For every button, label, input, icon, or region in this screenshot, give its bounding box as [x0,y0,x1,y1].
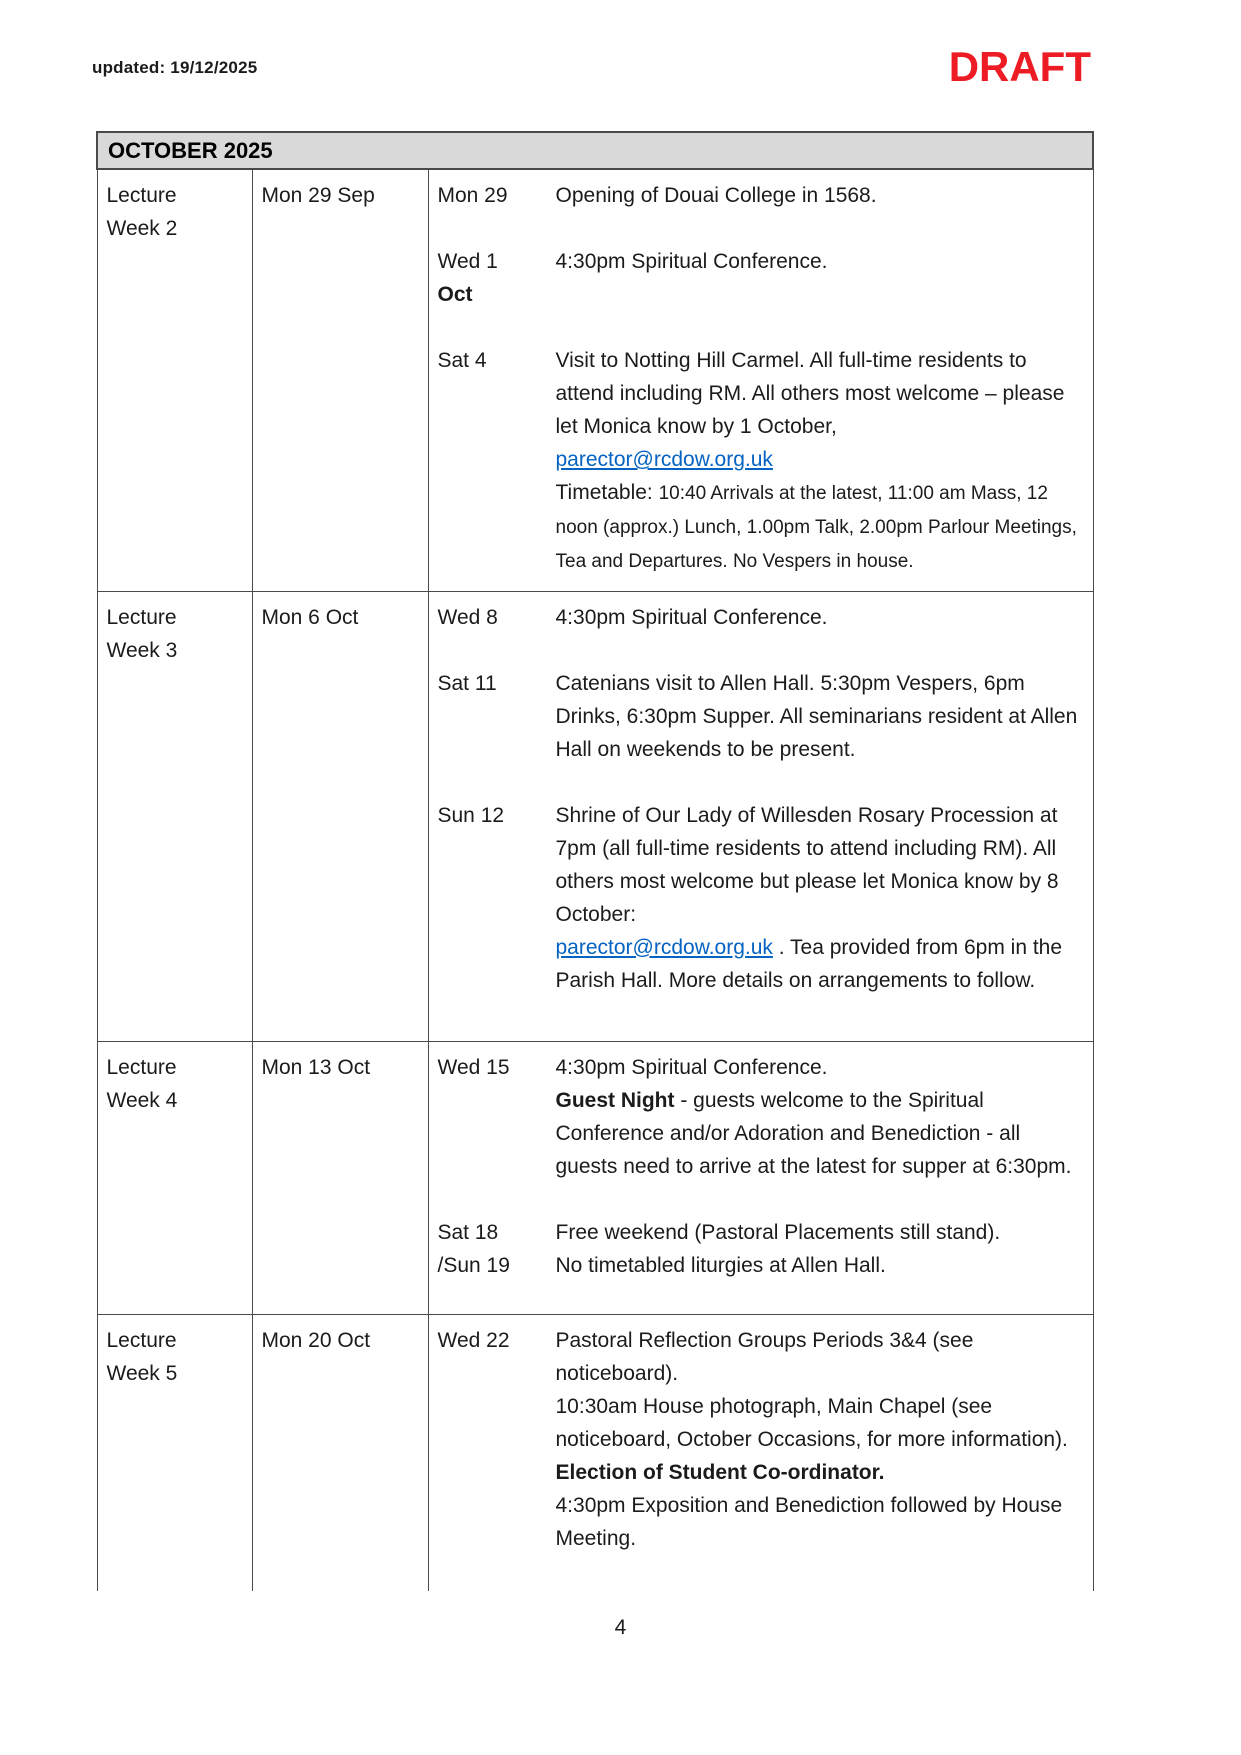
text-run: Free weekend (Pastoral Placements still stand). [555,1220,1001,1244]
event-description [556,1051,1085,1183]
text-run: 4:30pm Spiritual Conference. [555,605,828,629]
text-run: 4:30pm Spiritual Conference. [555,250,828,273]
month-header: OCTOBER 2025 [97,132,1093,169]
email-link[interactable]: parector@rcdow.org.uk [555,935,773,959]
event-description [556,179,1085,212]
small-text-run: 10:40 Arrivals at the latest, 11:00 am Mass, 12 noon (approx.) Lunch, 1.00pm Talk, 2.00pm Parlour Meetings, Tea and Departures. No Vespers in house. [555,483,1077,572]
event-description [556,344,1085,578]
draft-watermark: DRAFT [948,43,1091,90]
schedule-row [97,1041,1093,1314]
text-run: No timetabled liturgies at Allen Hall. [555,1253,886,1277]
lecture-week-cell [97,1041,252,1314]
event-description [556,601,1085,634]
text-run: 4:30pm Spiritual Conference. [555,1055,828,1079]
event-description [556,1324,1085,1555]
text-run: Visit to Notting Hill Carmel. All full-time residents to attend including RM. All others most welcome – please let Monica know by 1 October, [555,349,1065,438]
event-day-label [438,179,556,212]
email-link[interactable]: parector@rcdow.org.uk [555,448,773,471]
event-paragraph [556,245,1083,278]
text-run: Shrine of Our Lady of Willesden Rosary Procession at 7pm (all full-time residents to attend including RM). All others most welcome but please let Monica know by 8 October: [555,803,1059,926]
event-day-line: Mon 29 [437,184,508,207]
event-paragraph [556,1084,1083,1183]
lecture-week-line: Lecture [106,1328,177,1352]
event-description [556,799,1085,997]
text-run: 10:30am House photograph, Main Chapel (see noticeboard, October Occasions, for more information). [555,1394,1068,1451]
event-paragraph [556,1324,1083,1390]
event-entry [438,1216,1085,1282]
event-paragraph [556,1051,1083,1084]
text-run: Timetable: [555,481,659,504]
month-header-row [97,132,1093,169]
event-day-label [438,1324,556,1555]
updated-date-label: updated: 19/12/2025 [92,58,258,77]
schedule-row [97,1314,1093,1591]
event-day-label [438,1216,556,1282]
event-paragraph [556,799,1083,997]
lecture-week-cell [97,169,252,591]
text-run: 4:30pm Exposition and Benediction followed by House Meeting. [555,1493,1063,1550]
lecture-week-cell [97,1314,252,1591]
event-day-label [438,601,556,634]
week-start-date-cell: Mon 29 Sep [252,169,428,591]
event-day-label [438,667,556,766]
lecture-week-line: Lecture [106,1055,177,1079]
bold-text-run: Guest Night [555,1088,675,1112]
event-day-line: Sun 12 [437,803,505,827]
lecture-week-line: Week 5 [106,1361,178,1385]
week-start-date-cell: Mon 20 Oct [252,1314,428,1591]
event-day-line: Sat 11 [437,671,497,695]
event-paragraph [556,1390,1083,1456]
page-number: 4 [614,1616,627,1639]
event-paragraph [556,601,1083,634]
events-cell [428,1041,1093,1314]
text-run: - guests welcome to the Spiritual Conference and/or Adoration and Benediction - all guests need to arrive at the latest for supper at 6:30pm. [555,1088,1072,1178]
event-description [556,1216,1085,1282]
event-entry [438,1051,1085,1183]
event-description [556,245,1085,311]
event-entry [438,245,1085,311]
event-description [556,667,1085,766]
event-entry [438,799,1085,997]
event-paragraph [556,476,1083,578]
event-day-line: Oct [437,283,473,306]
text-run: Opening of Douai College in 1568. [555,184,877,207]
event-entry [438,344,1085,578]
event-paragraph [556,344,1083,476]
text-run: . Tea provided from 6pm in the Parish Hall. More details on arrangements to follow. [555,935,1063,992]
schedule-row [97,169,1093,591]
event-day-label [438,1051,556,1183]
schedule-row [97,591,1093,1041]
event-day-line: Wed 22 [437,1328,510,1352]
week-start-date-cell: Mon 6 Oct [252,591,428,1041]
schedule-table [96,131,1094,1591]
event-day-line: Wed 1 [437,250,498,273]
week-start-date-cell: Mon 13 Oct [252,1041,428,1314]
event-day-line: Sat 4 [437,349,487,372]
bold-text-run: Election of Student Co-ordinator. [555,1460,885,1484]
event-day-label [438,799,556,997]
event-entry [438,1324,1085,1555]
events-cell [428,1314,1093,1591]
event-paragraph [556,179,1083,212]
event-day-line: Sat 18 [437,1220,499,1244]
event-paragraph [556,1249,1083,1282]
event-paragraph [556,667,1083,766]
events-cell [428,169,1093,591]
lecture-week-line: Week 4 [106,1088,178,1112]
lecture-week-line: Lecture [106,184,177,207]
event-day-label [438,245,556,311]
event-day-line: Wed 8 [437,605,498,629]
event-day-line: Wed 15 [437,1055,510,1079]
event-entry [438,601,1085,634]
text-run: Catenians visit to Allen Hall. 5:30pm Vespers, 6pm Drinks, 6:30pm Supper. All seminarians resident at Allen Hall on weekends to be present. [555,671,1078,761]
lecture-week-line: Week 3 [106,638,178,662]
text-run: Pastoral Reflection Groups Periods 3&4 (see noticeboard). [555,1328,974,1385]
event-day-line: /Sun 19 [437,1253,510,1277]
event-entry [438,667,1085,766]
lecture-week-line: Week 2 [106,217,178,240]
lecture-week-cell [97,591,252,1041]
event-day-label [438,344,556,578]
event-paragraph [556,1216,1083,1249]
event-paragraph [556,1489,1083,1555]
event-paragraph [556,1456,1083,1489]
events-cell [428,591,1093,1041]
event-entry [438,179,1085,212]
lecture-week-line: Lecture [106,605,177,629]
